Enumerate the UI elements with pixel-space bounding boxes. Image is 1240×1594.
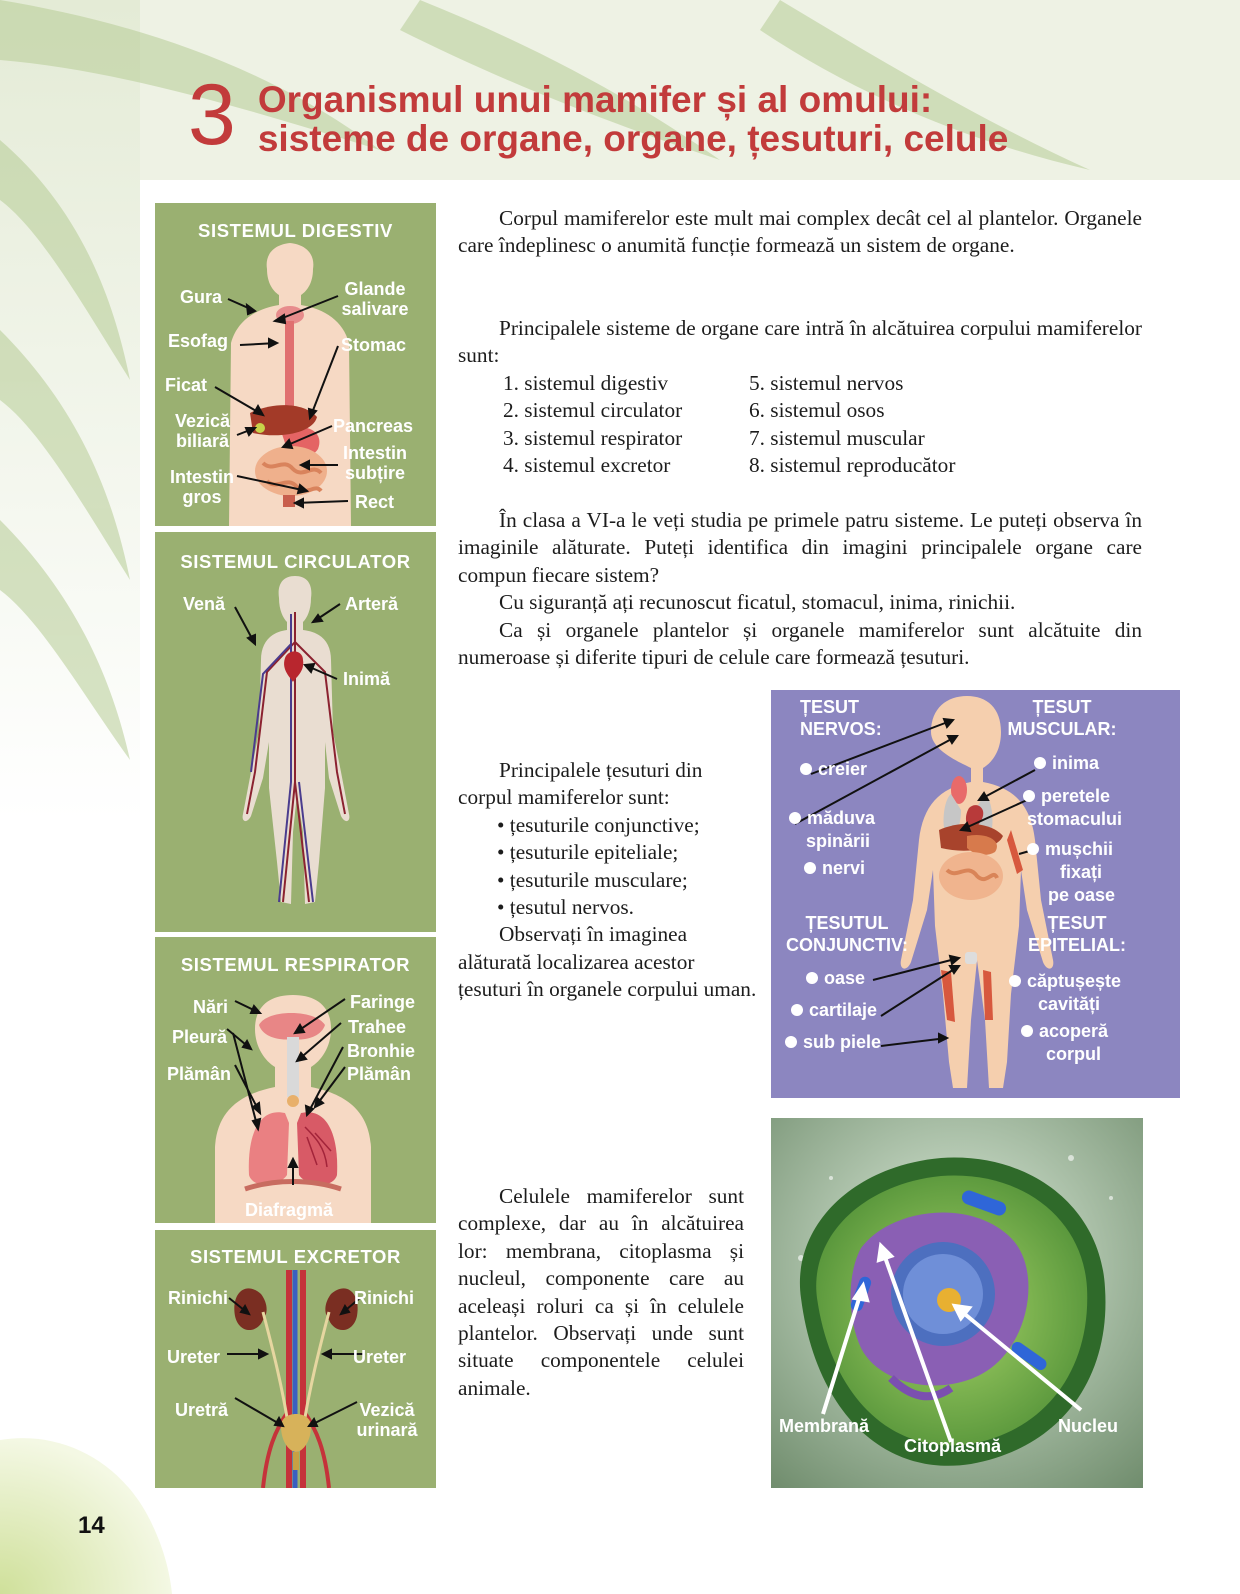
systems-list-right [749, 370, 955, 480]
bullet-icon [1027, 843, 1039, 855]
respiratory-system-panel [155, 937, 436, 1223]
nervos-item-maduva [789, 807, 875, 829]
muscular-item-inima [1034, 752, 1099, 774]
conjunctiv-item-oase [806, 967, 865, 989]
paragraph-5: Ca și organele plantelor și organele mamiferelor sunt alcătuite din numeroase și diferite tipuri de celule care formează țesuturi. [458, 617, 1142, 670]
label-uretra: Uretră [175, 1400, 229, 1420]
tissue-item-4: • țesutul nervos. [497, 895, 634, 920]
label-pancreas: Pancreas [333, 416, 414, 436]
label-inima: Inimă [343, 669, 391, 689]
muscular-item-peretele-text: peretele [1041, 786, 1111, 806]
excretory-heading: SISTEMUL EXCRETOR [190, 1246, 401, 1267]
digestive-system-panel [155, 203, 436, 526]
label-vezica-urinara-line2: urinară [356, 1420, 418, 1440]
epitelial-item-cavitati: cavități [1038, 994, 1101, 1014]
epitelial-item-acopera-text: acoperă [1039, 1021, 1109, 1041]
nervos-item-creier-text: creier [818, 759, 868, 779]
label-membrana: Membrană [779, 1416, 870, 1436]
muscular-item-pe-oase: pe oase [1048, 885, 1116, 905]
label-diafragma: Diafragmă [245, 1200, 334, 1220]
system-item-1: 1. sistemul digestiv [503, 371, 669, 395]
label-trahee: Trahee [348, 1017, 407, 1037]
cells-text [458, 1183, 744, 1402]
muscular-item-muschii [1027, 838, 1113, 860]
label-nari: Nări [193, 997, 229, 1017]
chapter-number: 3 [188, 67, 236, 163]
label-citoplasma: Citoplasmă [904, 1436, 1002, 1456]
label-vezica-biliara [165, 411, 240, 451]
muscular-heading-line2: MUSCULAR: [1007, 719, 1117, 739]
animal-cell-figure [771, 1118, 1143, 1488]
conjunctiv-item-cartilaje-text: cartilaje [809, 1000, 878, 1020]
epitelial-item-acopera [1021, 1020, 1108, 1042]
nervos-item-nervi-text: nervi [822, 858, 866, 878]
nervos-heading [800, 696, 882, 740]
paragraph-6: Principalele țesuturi din corpul mamiferelor sunt: [458, 758, 703, 810]
conjunctiv-heading-line2: CONJUNCTIV: [785, 935, 908, 955]
label-rinichi-left: Rinichi [168, 1288, 229, 1308]
tissue-item-1: • țesuturile conjunctive; [497, 812, 700, 837]
label-intgros-line1: Intestin [169, 467, 234, 487]
label-intsub-line2: subțire [344, 463, 405, 483]
intro-text [458, 205, 1142, 260]
label-vena: Venă [183, 594, 226, 614]
label-intestin-subtire [335, 443, 415, 483]
epitelial-item-corpul: corpul [1046, 1044, 1102, 1064]
label-intestin-gros [163, 467, 241, 507]
paragraph-4: Cu siguranță ați recunoscut ficatul, stomacul, inima, rinichii. [499, 590, 1016, 615]
label-intgros-line2: gros [182, 487, 222, 507]
bullet-icon [1034, 757, 1046, 769]
label-vezica-urinara [349, 1400, 425, 1440]
bullet-icon [800, 763, 812, 775]
page-number: 14 [78, 1512, 105, 1539]
conjunctiv-item-sub-piele [785, 1031, 881, 1053]
nervos-item-creier [800, 758, 867, 780]
label-faringe: Faringe [350, 992, 416, 1012]
circulatory-heading: SISTEMUL CIRCULATOR [180, 551, 411, 572]
bullet-icon [1023, 790, 1035, 802]
label-plaman-right: Plămân [347, 1064, 412, 1084]
muscular-item-peretele [1023, 785, 1110, 807]
muscular-item-stomacului: stomacului [1027, 809, 1123, 829]
study-text [458, 507, 1142, 671]
label-bronhie: Bronhie [347, 1041, 416, 1061]
excretory-system-panel [155, 1230, 436, 1488]
paragraph-2: Principalele sisteme de organe care intră în alcătuirea corpului mamiferelor sunt: [458, 316, 1142, 368]
paragraph-7: Observați în imaginea alăturată localizarea acestor țesuturi în organele corpului uman. [458, 922, 757, 1002]
epitelial-heading [1017, 912, 1137, 956]
conjunctiv-item-cartilaje [791, 999, 877, 1021]
bullet-icon [806, 972, 818, 984]
conjunctiv-heading-line1: ȚESUTUL [805, 913, 889, 933]
epitelial-heading-line2: EPITELIAL: [1028, 935, 1126, 955]
tissues-list [458, 812, 758, 922]
respiratory-heading: SISTEMUL RESPIRATOR [180, 954, 411, 975]
systems-intro-text [458, 315, 1142, 370]
label-intsub-line1: Intestin [342, 443, 407, 463]
digestive-heading: SISTEMUL DIGESTIV [198, 220, 393, 241]
tissues-figure [771, 690, 1180, 1098]
systems-list-left [503, 370, 682, 480]
nervos-item-nervi [804, 857, 865, 879]
paragraph-8: Celulele mamiferelor sunt complexe, dar au în alcătuirea lor: membrana, citoplasma și nucleul, componente care au aceleași roluri ca și în celulele plantelor. Observați unde sunt situate componentele celulei animale. [458, 1184, 744, 1400]
muscular-heading-line1: ȚESUT [1032, 697, 1092, 717]
system-item-7: 7. sistemul muscular [749, 425, 925, 450]
nervos-heading-line1: ȚESUT [800, 697, 860, 717]
conjunctiv-item-oase-text: oase [824, 968, 866, 988]
label-glande-line1: Glande [344, 279, 406, 299]
system-item-3: 3. sistemul respirator [503, 425, 683, 450]
chapter-title [188, 67, 1009, 163]
muscular-item-muschii-text: mușchii [1045, 839, 1114, 859]
system-item-4: 4. sistemul excretor [503, 453, 671, 478]
bullet-icon [804, 862, 816, 874]
label-vezica-line2: biliară [175, 431, 230, 451]
chapter-heading-line2: sisteme de organe, organe, țesuturi, celule [257, 118, 1009, 159]
tissue-item-3: • țesuturile musculare; [497, 867, 688, 892]
tissues-text [458, 757, 758, 1004]
chapter-heading [258, 72, 1009, 158]
system-item-2: 2. sistemul circulator [503, 398, 683, 423]
chapter-heading-line1: Organismul unui mamifer și al omului: [257, 79, 933, 120]
tissue-item-2: • țesuturile epiteliale; [497, 840, 679, 865]
system-item-8: 8. sistemul reproducător [749, 453, 956, 478]
paragraph-3: În clasa a VI-a le veți studia pe primele patru sisteme. Le puteți observa în imaginile alăturate. Puteți identifica din imagini principalele organe care compun fiecare sistem? [458, 508, 1142, 587]
conjunctiv-item-sub-piele-text: sub piele [803, 1032, 882, 1052]
nervos-item-spinarii: spinării [806, 831, 871, 851]
label-vezica-urinara-line1: Vezică [359, 1400, 415, 1420]
bullet-icon [1009, 975, 1021, 987]
muscular-item-inima-text: inima [1052, 753, 1100, 773]
label-plaman-left: Plămân [167, 1064, 232, 1084]
label-glande-line2: salivare [341, 299, 409, 319]
bullet-icon [789, 812, 801, 824]
nervos-heading-line2: NERVOS: [800, 719, 882, 739]
muscular-item-fixati: fixați [1060, 862, 1103, 882]
label-esofag: Esofag [168, 331, 229, 351]
nervos-item-maduva-text: măduva [807, 808, 876, 828]
label-rect: Rect [355, 492, 395, 512]
epitelial-item-captuseste [1009, 970, 1121, 992]
label-gura: Gura [180, 287, 223, 307]
circulatory-illustration [155, 532, 436, 932]
label-ficat: Ficat [165, 375, 208, 395]
label-stomac: Stomac [341, 335, 407, 355]
system-item-6: 6. sistemul osos [749, 398, 885, 423]
label-nucleu: Nucleu [1058, 1416, 1119, 1436]
bullet-icon [785, 1036, 797, 1048]
bullet-icon [791, 1004, 803, 1016]
conjunctiv-heading [777, 912, 917, 956]
label-ureter-right: Ureter [353, 1347, 407, 1367]
label-artera: Arteră [345, 594, 399, 614]
label-rinichi-right: Rinichi [354, 1288, 415, 1308]
label-glande-salivare [335, 279, 415, 319]
label-pleura: Pleură [172, 1027, 228, 1047]
paragraph-1: Corpul mamiferelor este mult mai complex decât cel al plantelor. Organele care îndeplinesc o anumită funcție formează un sistem de organe. [458, 206, 1142, 258]
bullet-icon [1021, 1025, 1033, 1037]
system-item-5: 5. sistemul nervos [749, 371, 904, 395]
label-ureter-left: Ureter [167, 1347, 221, 1367]
epitelial-heading-line1: ȚESUT [1047, 913, 1107, 933]
epitelial-item-captuseste-text: căptușește [1027, 971, 1122, 991]
circulatory-system-panel [155, 532, 436, 932]
muscular-heading [999, 696, 1125, 740]
label-vezica-line1: Vezică [174, 411, 231, 431]
